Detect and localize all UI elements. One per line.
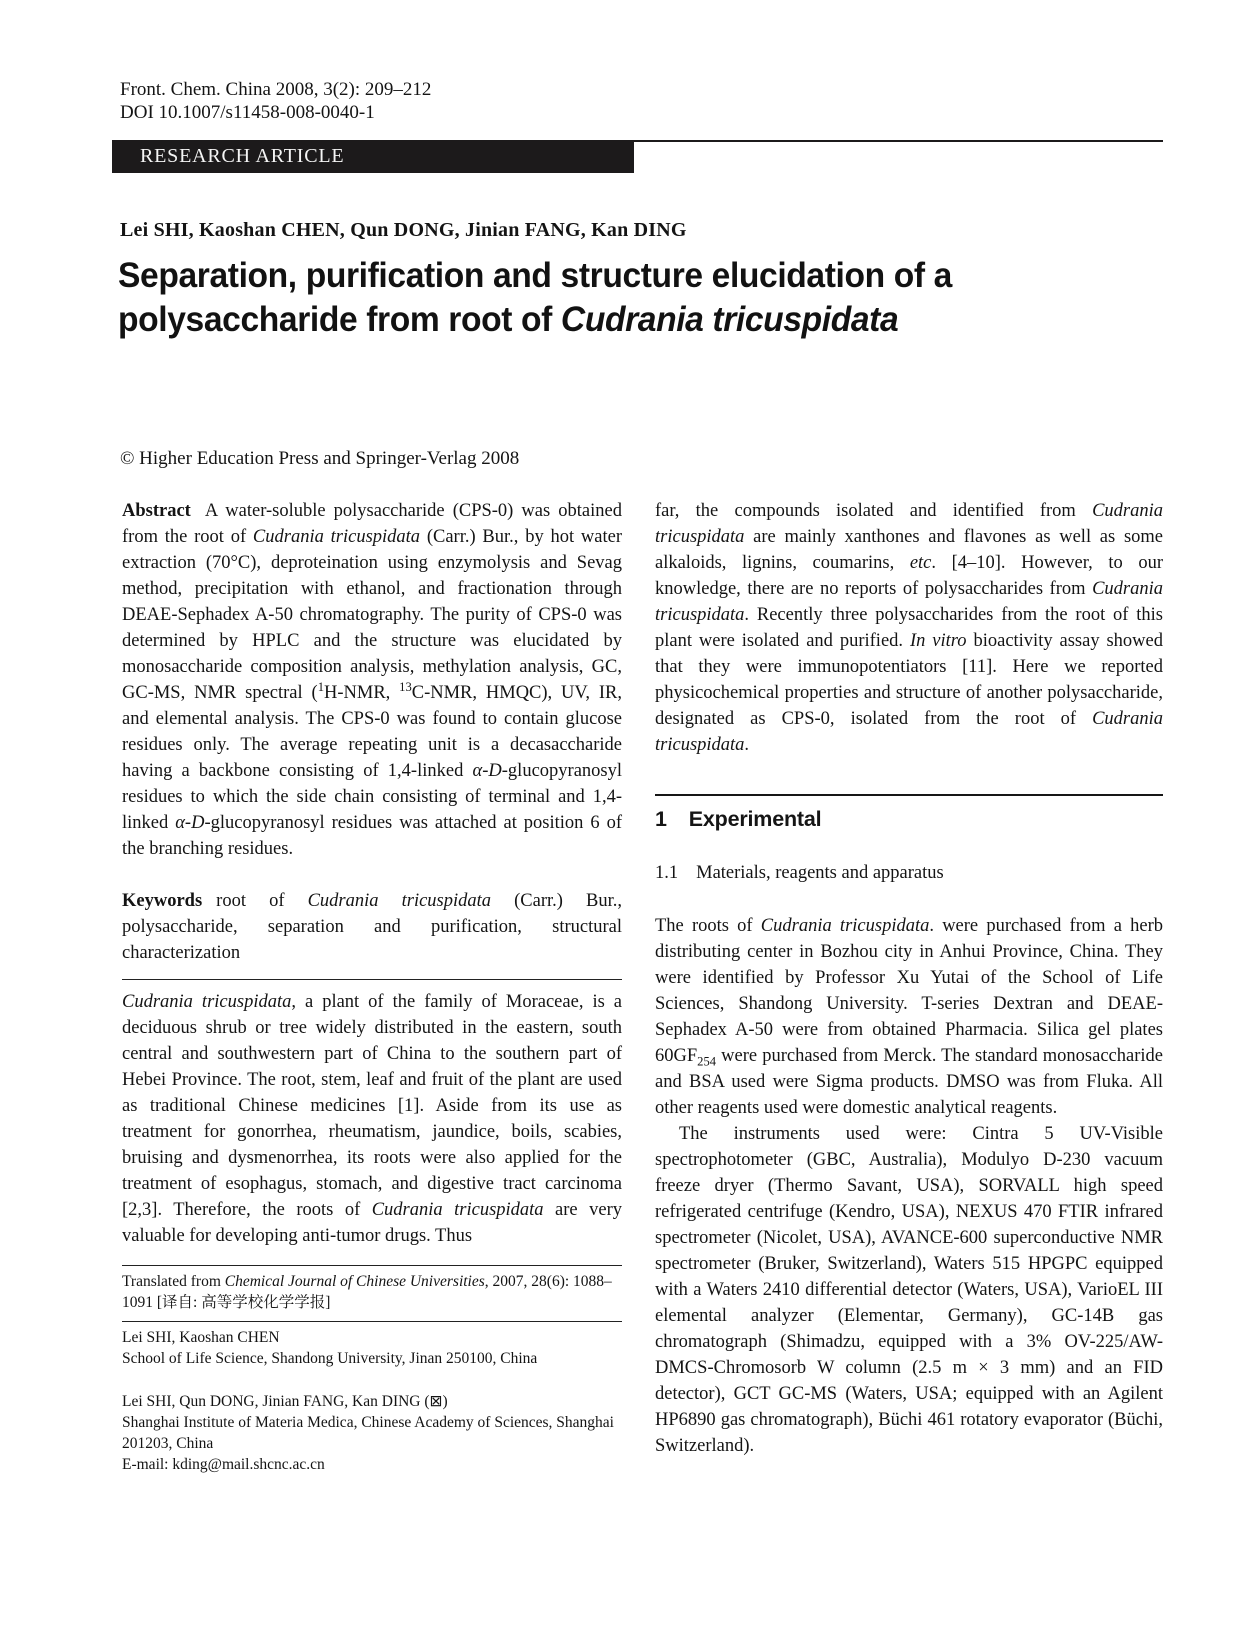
article-type-banner [112,140,634,173]
article-title: Separation, purification and structure elucidation of a polysaccharide from root of Cudrania tricuspidata [118,256,952,339]
abstract-label: Abstract [122,501,191,521]
section-1-number: 1 [655,807,667,831]
section-divider-rule [655,794,1163,796]
instruments-paragraph: The instruments used were: Cintra 5 UV-Visible spectrophotometer (GBC, Australia), Modulyo D-230 vacuum freeze dryer (Thermo Savant, USA), SORVALL high speed refrigerated centrifuge (Kendro, USA), NEXUS 470 FTIR infrared spectrometer (Nicolet, USA), AVANCE-600 superconductive NMR spectrometer (Bruker, Switzerland), Waters 515 HPGPC equipped with a Waters 2410 differential detector (Waters, USA), VarioEL III elemental analyzer (Elementar, Germany), GC-14B gas chromatograph (Shimadzu, equipped with a 3% OV-225/AW-DMCS-Chromosorb W column (2.5 m × 3 mm) and an FID detector), GCT GC-MS (Waters, USA; equipped with an Agilent HP6890 gas chromatograph), Büchi 461 rotatory evaporator (Büchi, Switzerland). [655,1124,1163,1456]
section-1-1-number: 1.1 [655,863,679,883]
affiliation-1 [122,1321,622,1377]
affiliation-1-address: School of Life Science, Shandong University, Jinan 250100, China [122,1350,538,1367]
affiliation-2-authors: Lei SHI, Qun DONG, Jinian FANG, Kan DING (⊠) [122,1393,448,1410]
article-type-label: RESEARCH ARTICLE [140,145,345,167]
affiliation-2-address: Shanghai Institute of Materia Medica, Chinese Academy of Sciences, Shanghai 201203, China [122,1414,614,1452]
header-rule [634,140,1163,142]
section-1-1-title: Materials, reagents and apparatus [696,863,944,883]
copyright-line: © Higher Education Press and Springer-Verlag 2008 [120,448,520,469]
affiliation-1-authors: Lei SHI, Kaoshan CHEN [122,1329,280,1346]
translation-note: Translated from Chemical Journal of Chinese Universities, 2007, 28(6): 1088–1091 [译自: 高等学校化学学报] [122,1265,622,1321]
journal-citation: Front. Chem. China 2008, 3(2): 209–212 [120,79,432,100]
affiliation-2 [122,1377,622,1475]
keywords-text: root of Cudrania tricuspidata (Carr.) Bur., polysaccharide, separation and purification, structural characterization [122,891,622,963]
intro-paragraph: Cudrania tricuspidata, a plant of the family of Moraceae, is a deciduous shrub or tree widely distributed in the eastern, south central and southwestern part of China to the southern part of Hebei Province. The root, stem, leaf and fruit of the plant are used as traditional Chinese medicines [1]. Aside from its use as treatment for gonorrhea, rheumatism, jaundice, boils, scabies, bruising and dysmenorrhea, its roots were also applied for the treatment of esophagus, stomach, and digestive tract carcinoma [2,3]. Therefore, the roots of Cudrania tricuspidata are very valuable for developing anti-tumor drugs. Thus [122,992,622,1246]
intro-continued-paragraph: far, the compounds isolated and identified from Cudrania tricuspidata are mainly xanthones and flavones as well as some alkaloids, lignins, coumarins, etc. [4–10]. However, to our knowledge, there are no reports of polysaccharides from Cudrania tricuspidata. Recently three polysaccharides from the root of this plant were isolated and purified. In vitro bioactivity assay showed that they were immunopotentiators [11]. Here we reported physicochemical properties and structure of another polysaccharide, designated as CPS-0, isolated from the root of Cudrania tricuspidata. [655,501,1164,755]
authors-line: Lei SHI, Kaoshan CHEN, Qun DONG, Jinian FANG, Kan DING [120,219,687,241]
right-column [655,498,1163,1459]
footnotes-area [122,1265,622,1475]
section-1-1-heading [655,863,1163,884]
abstract-paragraph [122,498,622,862]
section-1-title: Experimental [688,807,822,831]
materials-paragraph: The roots of Cudrania tricuspidata. were purchased from a herb distributing center in Bozhou city in Anhui Province, China. They were identified by Professor Xu Yutai of the School of Life Sciences, Shandong University. T-series Dextran and DEAE-Sephadex A-50 were from obtained Pharmacia. Silica gel plates $60GF_{254}$ were purchased from Merck. The standard monosaccharide and BSA used were Sigma products. DMSO was from Fluka. All other reagents used were domestic analytical reagents. [655,916,1163,1118]
corresponding-email: E-mail: kding@mail.shcnc.ac.cn [122,1456,325,1473]
keywords-paragraph [122,888,622,966]
left-column [122,498,622,1475]
abstract-text: A water-soluble polysaccharide (CPS-0) was obtained from the root of Cudrania tricuspidata (Carr.) Bur., by hot water extraction (70°C), deproteination using enzymolysis and Sevag method, precipitation with ethanol, and fractionation through DEAE-Sephadex A-50 chromatography. The purity of CPS-0 was determined by HPLC and the structure was elucidated by monosaccharide composition analysis, methylation analysis, GC, GC-MS, NMR spectral ($^1$H-NMR, $^{13}$C-NMR, HMQC), UV, IR, and elemental analysis. The CPS-0 was found to contain glucose residues only. The average repeating unit is a decasaccharide having a backbone consisting of 1,4-linked α-D-glucopyranosyl residues to which the side chain consisting of terminal and 1,4-linked α-D-glucopyranosyl residues was attached at position 6 of the branching residues. [122,501,623,859]
section-1-heading [655,807,1163,832]
keywords-label: Keywords [122,891,203,911]
doi-line: DOI 10.1007/s11458-008-0040-1 [120,102,375,123]
masthead [120,78,431,124]
